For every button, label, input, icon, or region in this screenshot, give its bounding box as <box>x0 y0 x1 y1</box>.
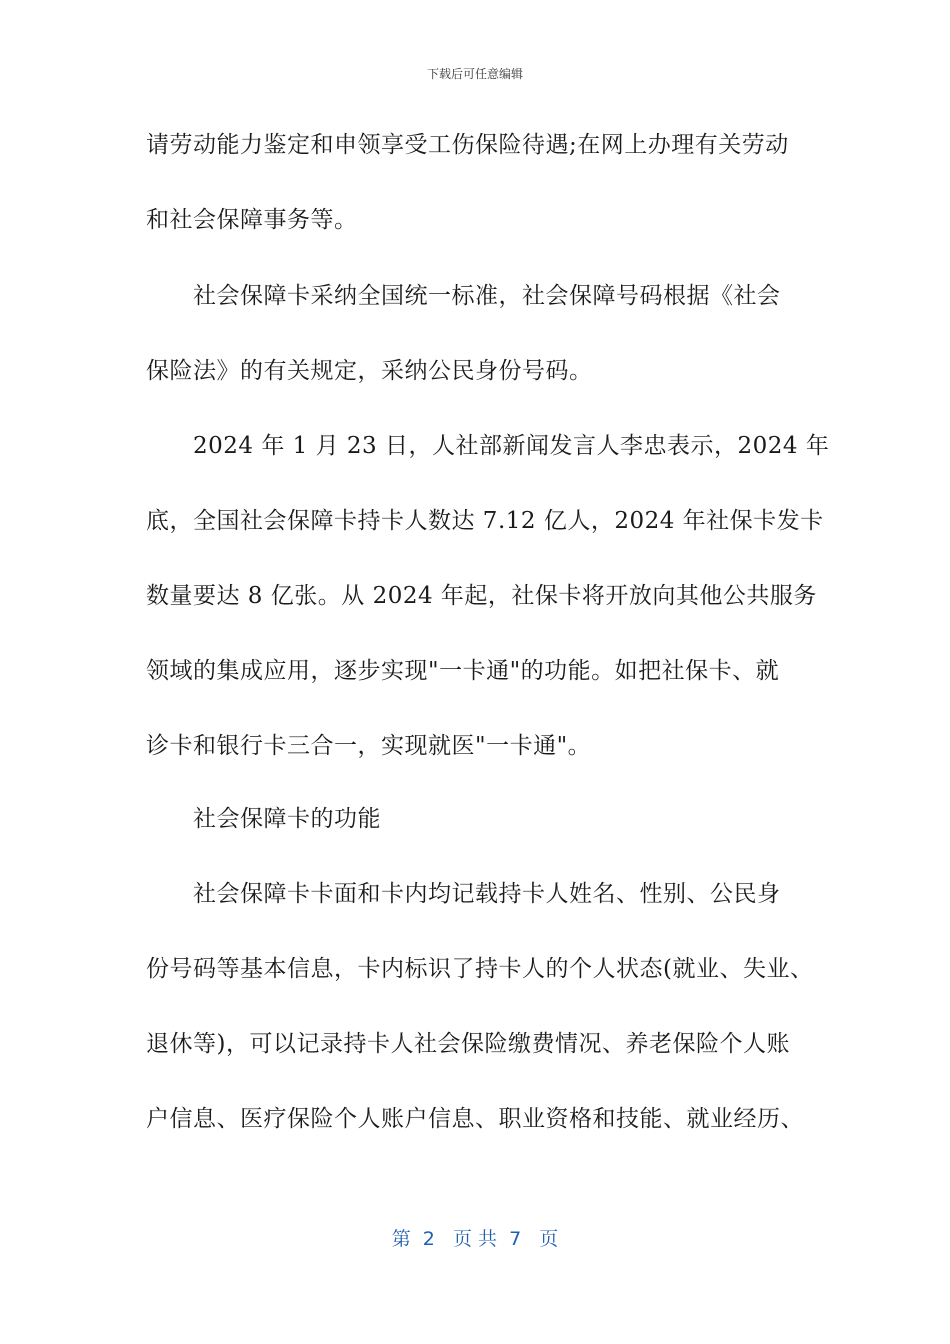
body-line: 保险法》的有关规定，采纳公民身份号码。 <box>146 358 593 384</box>
page-header: 下载后可任意编辑 <box>426 67 523 81</box>
body-line: 份号码等基本信息，卡内标识了持卡人的个人状态(就业、失业、 <box>146 956 814 982</box>
body-line: 退休等)，可以记录持卡人社会保险缴费情况、养老保险个人账 <box>146 1031 790 1057</box>
page-number-footer: 第 2 页 共 7 页 <box>391 1228 559 1250</box>
body-line: 社会保障卡采纳全国统一标准，社会保障号码根据《社会 <box>193 283 781 309</box>
body-line: 底，全国社会保障卡持卡人数达 7.12 亿人，2024 年社保卡发卡 <box>146 508 824 534</box>
body-line: 诊卡和银行卡三合一，实现就医"一卡通"。 <box>146 733 592 759</box>
section-heading: 社会保障卡的功能 <box>193 806 381 832</box>
body-line: 数量要达 8 亿张。从 2024 年起，社保卡将开放向其他公共服务 <box>146 583 817 609</box>
body-line: 2024 年 1 月 23 日，人社部新闻发言人李忠表示，2024 年 <box>193 433 830 459</box>
body-line: 和社会保障事务等。 <box>146 207 358 233</box>
body-line: 请劳动能力鉴定和申领享受工伤保险待遇;在网上办理有关劳动 <box>146 132 789 158</box>
body-line: 领域的集成应用，逐步实现"一卡通"的功能。如把社保卡、就 <box>146 658 780 684</box>
body-line: 社会保障卡卡面和卡内均记载持卡人姓名、性别、公民身 <box>193 881 781 907</box>
body-line: 户信息、医疗保险个人账户信息、职业资格和技能、就业经历、 <box>146 1106 804 1132</box>
